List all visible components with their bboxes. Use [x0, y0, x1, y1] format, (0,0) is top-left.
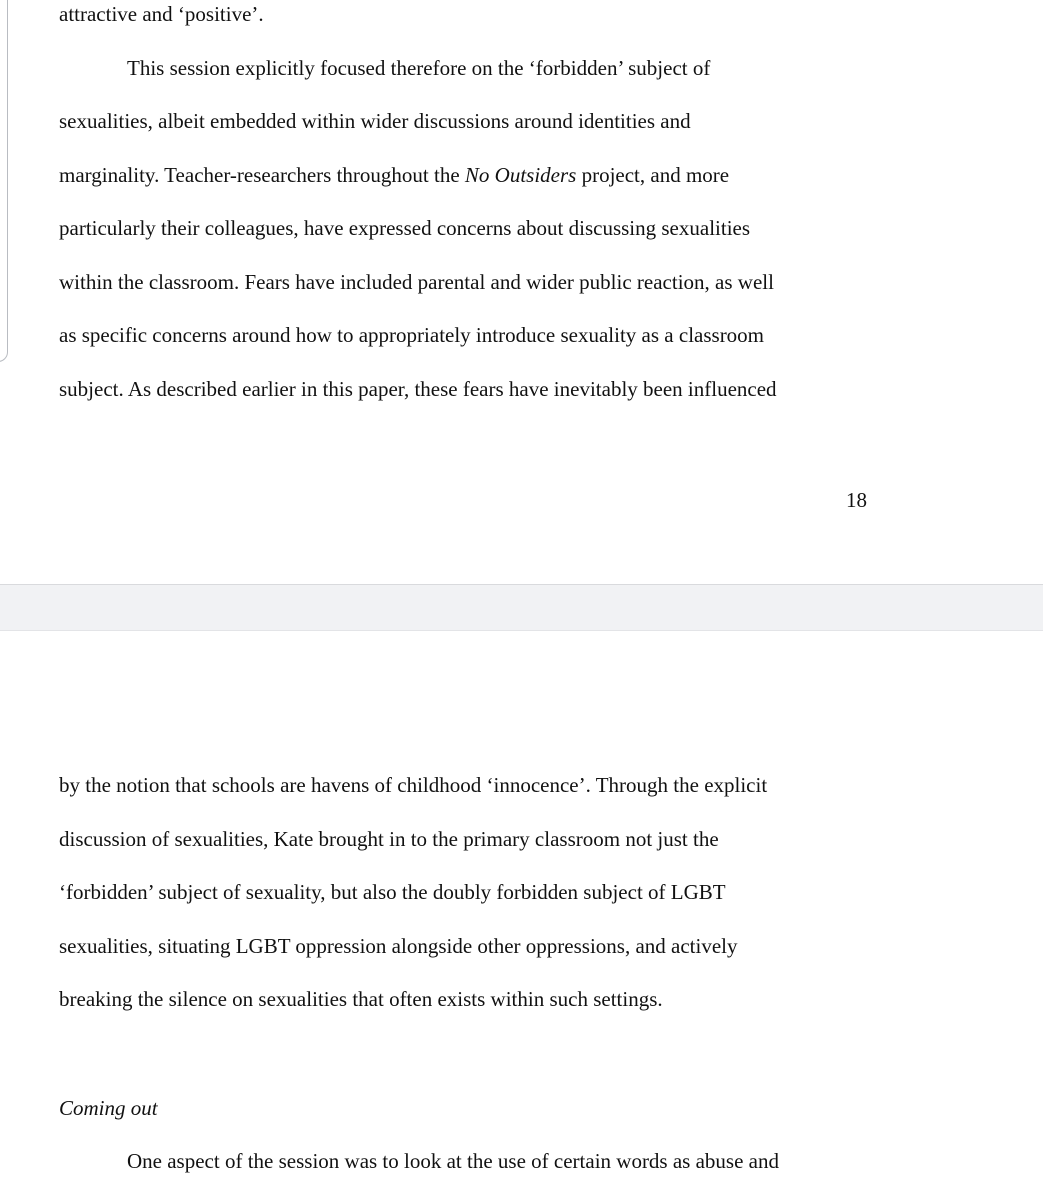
project-title-italic: No Outsiders — [464, 163, 577, 187]
side-panel-tab[interactable] — [0, 0, 8, 362]
paragraph-line: This session explicitly focused therefore on the ‘forbidden’ subject of — [127, 56, 711, 80]
paragraph-line: breaking the silence on sexualities that often exists within such settings. — [59, 987, 663, 1011]
page-separator — [0, 584, 1043, 631]
page-number: 18 — [846, 488, 867, 512]
paragraph-line: particularly their colleagues, have expressed concerns about discussing sexualities — [59, 216, 751, 240]
paragraph-line: subject. As described earlier in this paper, these fears have inevitably been influenced — [59, 377, 777, 401]
paragraph-line — [59, 163, 729, 187]
paragraph-line: as specific concerns around how to appropriately introduce sexuality as a classroom — [59, 323, 765, 347]
paragraph-line: discussion of sexualities, Kate brought in to the primary classroom not just the — [59, 827, 719, 851]
document-page-bottom — [0, 631, 1043, 1200]
paragraph-line: by the notion that schools are havens of childhood ‘innocence’. Through the explicit — [59, 773, 768, 797]
document-page-top — [0, 0, 1043, 584]
line-text: marginality. Teacher-researchers throughout the — [59, 163, 465, 187]
paragraph-line: attractive and ‘positive’. — [59, 2, 264, 26]
section-heading: Coming out — [59, 1096, 158, 1120]
line-text: project, and more — [576, 163, 730, 187]
paragraph-line: sexualities, situating LGBT oppression alongside other oppressions, and actively — [59, 934, 738, 958]
paragraph-line: sexualities, albeit embedded within wider discussions around identities and — [59, 109, 691, 133]
paragraph-line: One aspect of the session was to look at the use of certain words as abuse and — [127, 1149, 779, 1173]
paragraph-line: within the classroom. Fears have included parental and wider public reaction, as well — [59, 270, 774, 294]
paragraph-line: ‘forbidden’ subject of sexuality, but also the doubly forbidden subject of LGBT — [59, 880, 726, 904]
